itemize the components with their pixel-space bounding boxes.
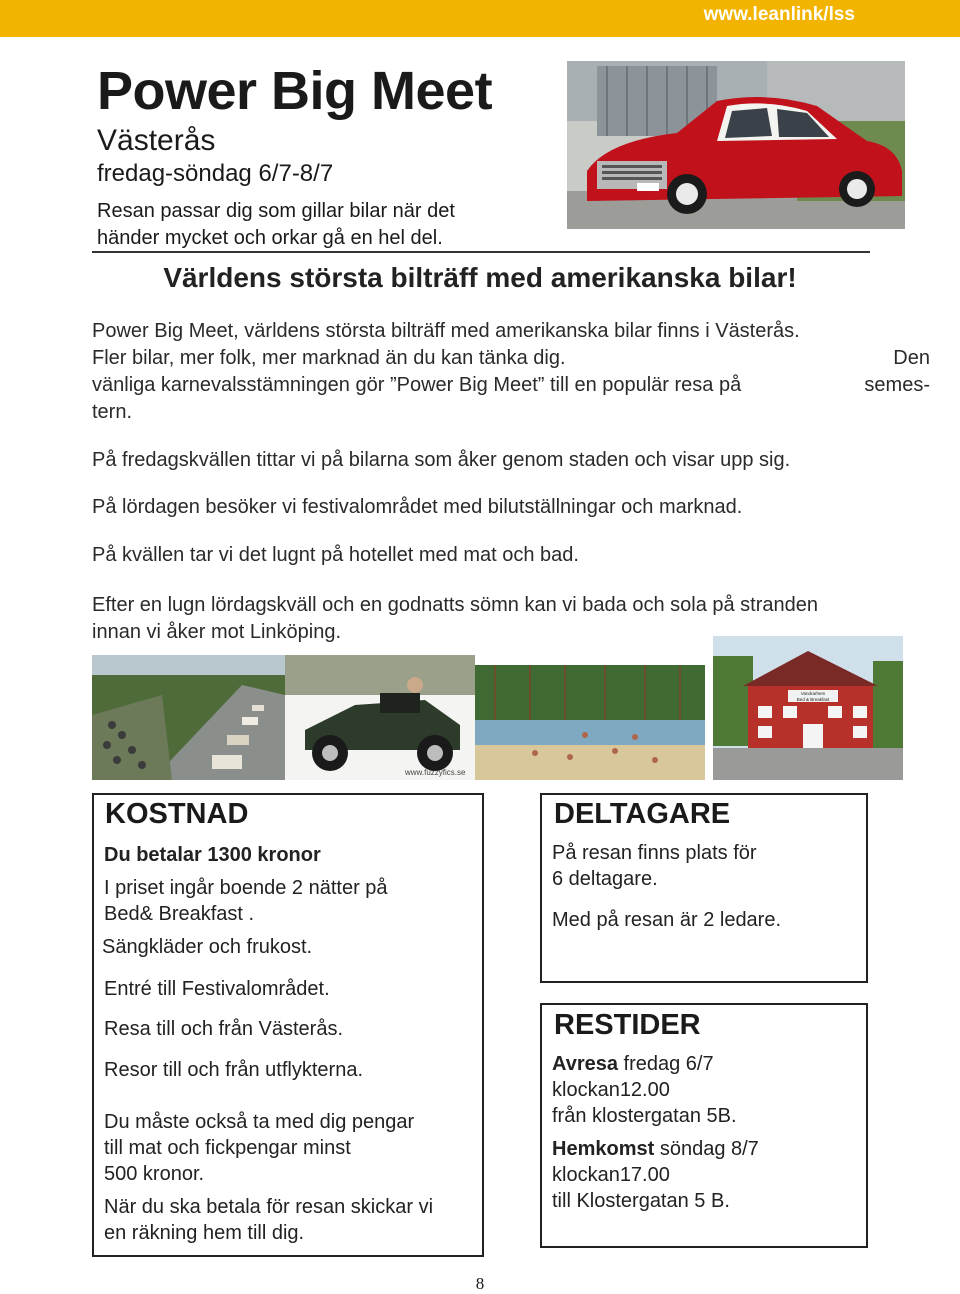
cost-money: Du måste också ta med dig pengar till mat och fickpengar minst 500 kronor.	[104, 1111, 415, 1185]
car-parade-photo	[92, 655, 285, 780]
intro-line-1: Resan passar dig som gillar bilar när det	[97, 200, 455, 222]
paragraph-intro-line-1: Power Big Meet, världens största bilträff med amerikanska bilar finns i Västerås.	[92, 320, 800, 342]
paragraph-intro-line-3a: vänliga karnevalsstämningen gör ”Power Big Meet” till en populär resa på	[92, 374, 742, 396]
cost-invoice: När du ska betala för resan skickar vi en räkning hem till dig.	[104, 1196, 434, 1244]
event-city: Västerås	[97, 124, 216, 157]
participants-leaders: Med på resan är 2 ledare.	[552, 909, 782, 931]
paragraph-intro-line-3	[92, 372, 930, 399]
page-number: 8	[475, 1274, 485, 1293]
cost-travel: Resa till och från Västerås.	[104, 1018, 343, 1040]
paragraph-friday: På fredagskvällen tittar vi på bilarna som åker genom staden och visar upp sig.	[92, 449, 791, 471]
classic-car-photo	[567, 61, 905, 229]
bnb-sign-line-2: Bed & Breakfast	[796, 697, 830, 702]
bed-and-breakfast-photo	[713, 636, 903, 780]
paragraph-intro-line-2b: Den	[893, 347, 930, 369]
departure-details: fredag 6/7 klockan12.00 från klostergatan 5B.	[552, 1053, 737, 1127]
cost-includes: I priset ingår boende 2 nätter på Bed& Breakfast .	[104, 877, 388, 925]
cost-heading: KOSTNAD	[105, 798, 249, 830]
headline: Världens största bilträff med amerikanska bilar!	[163, 262, 797, 293]
cost-entry: Entré till Festivalområdet.	[104, 978, 330, 1000]
return-label: Hemkomst	[552, 1138, 655, 1160]
beach-photo	[475, 665, 705, 780]
paragraph-intro-line-2a: Fler bilar, mer folk, mer marknad än du kan tänka dig.	[92, 347, 566, 369]
paragraph-intro-line-3b: semes-	[864, 374, 930, 396]
photo-credit: www.fuzzyfics.se	[405, 768, 466, 777]
paragraph-intro	[92, 318, 930, 426]
times-return	[552, 1136, 759, 1214]
times-heading: RESTIDER	[554, 1009, 701, 1041]
paragraph-saturday: På lördagen besöker vi festivalområdet med bilutställningar och marknad.	[92, 496, 743, 518]
paragraph-sunday-line-1: Efter en lugn lördagskväll och en godnatts sömn kan vi bada och sola på stranden	[92, 594, 819, 616]
return-details: söndag 8/7 klockan17.00 till Klostergatan 5 B.	[552, 1138, 759, 1212]
paragraph-intro-line-2	[92, 345, 930, 372]
paragraph-sunday-line-2: innan vi åker mot Linköping.	[92, 621, 342, 643]
cost-bedding: Sängkläder och frukost.	[102, 936, 313, 958]
header-bar	[0, 0, 960, 37]
intro-line-2: händer mycket och orkar gå en hel del.	[97, 227, 443, 249]
participants-seats: På resan finns plats för 6 deltagare.	[552, 842, 757, 890]
paragraph-intro-line-4: tern.	[92, 401, 133, 423]
intro-text	[97, 198, 537, 252]
hot-rod-photo	[285, 655, 475, 780]
times-departure	[552, 1051, 737, 1129]
event-dates: fredag-söndag 6/7-8/7	[97, 160, 334, 187]
cost-price: Du betalar 1300 kronor	[104, 844, 321, 866]
paragraph-evening: På kvällen tar vi det lugnt på hotellet med mat och bad.	[92, 544, 579, 566]
bnb-sign-line-1: Vandrarhem	[800, 691, 826, 696]
participants-heading: DELTAGARE	[554, 798, 731, 830]
page-title: Power Big Meet	[97, 61, 493, 121]
header-url[interactable]: www.leanlink/lss	[703, 4, 855, 25]
cost-excursions: Resor till och från utflykterna.	[104, 1059, 363, 1081]
departure-label: Avresa	[552, 1053, 618, 1075]
divider	[92, 251, 870, 253]
